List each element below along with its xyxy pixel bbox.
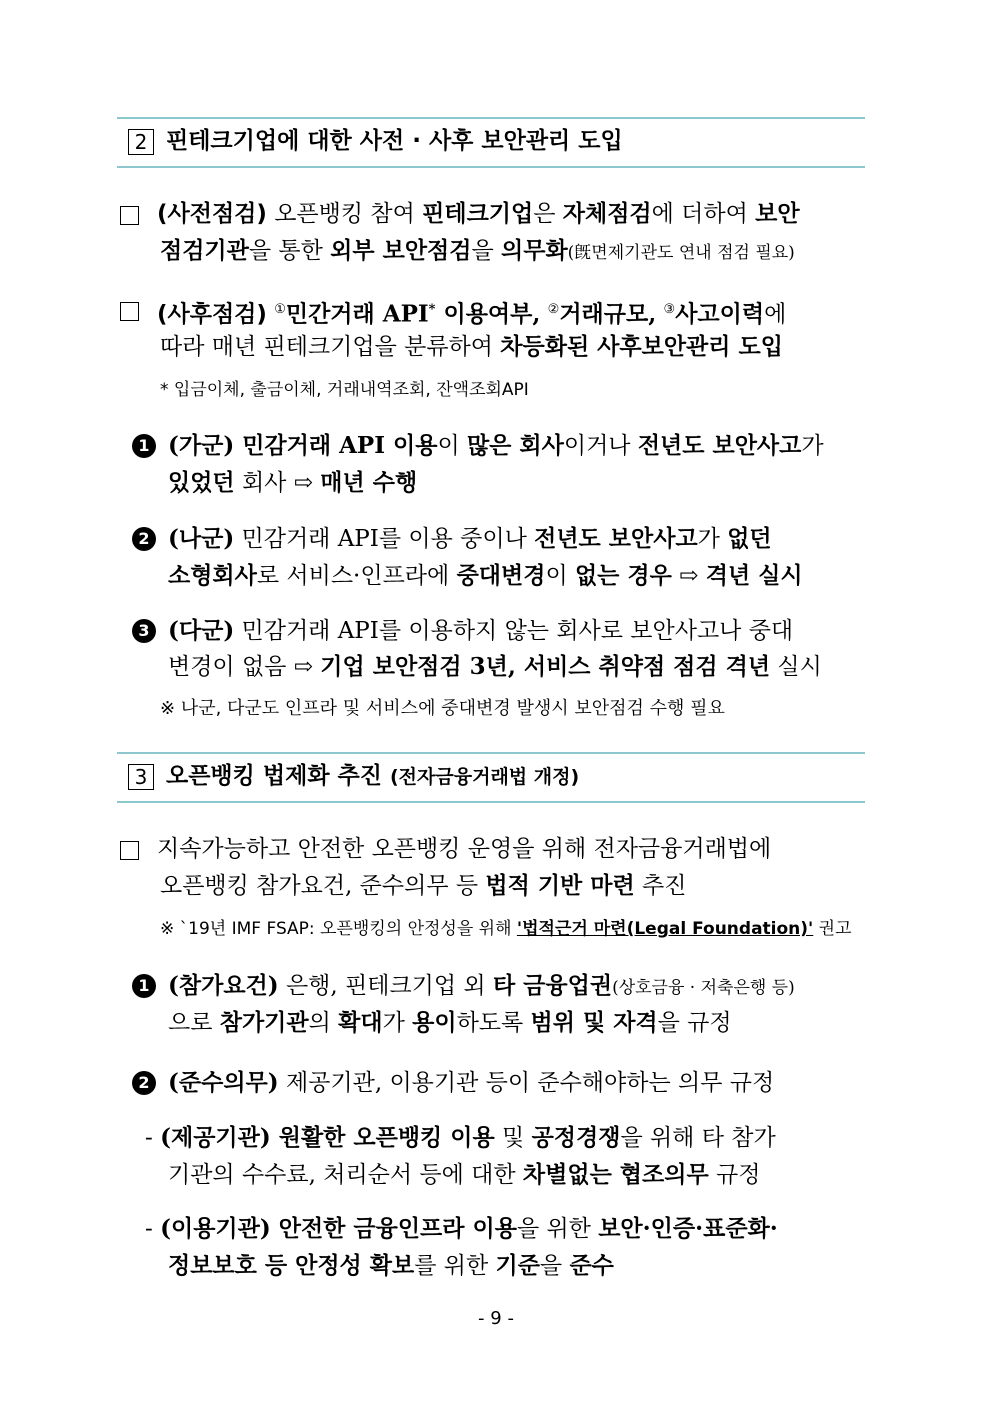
section-divider-bottom — [117, 801, 865, 803]
intro-line-1: 지속가능하고 안전한 오픈뱅킹 운영을 위해 전자금융거래법에 — [157, 836, 772, 862]
provider-line-2 — [168, 1160, 760, 1190]
text-segment: 민감거래 API를 이용 중이나 — [234, 526, 535, 552]
text-segment: 이 — [545, 563, 575, 589]
group-a-line-2 — [168, 468, 417, 498]
checkbox-bullet — [120, 206, 139, 225]
text-segment: 은행, 핀테크기업 외 — [278, 973, 493, 999]
text: 점검기관 — [160, 237, 249, 264]
text-segment: ⇨ — [671, 563, 706, 589]
text-segment: 제공기관, 이용기관 등이 준수해야하는 의무 규정 — [278, 1070, 775, 1096]
text-segment: 변경이 없음 ⇨ — [168, 654, 321, 680]
text-segment: 용이 — [412, 1009, 457, 1036]
requirement-line-1 — [168, 971, 795, 1003]
group-c-line-2 — [168, 652, 822, 682]
text-segment: 가 — [801, 433, 824, 459]
section-divider-bottom — [117, 166, 865, 168]
text-segment: 가 — [697, 526, 728, 552]
section-divider-top — [117, 117, 865, 119]
section-divider-top — [117, 752, 865, 754]
text-segment: 많은 회사 — [466, 432, 564, 459]
text-segment: (참가요건) — [168, 972, 279, 999]
circled-number-3: 3 — [132, 619, 156, 643]
text-segment: 공정경쟁 — [531, 1124, 621, 1151]
text: 외부 보안점검 — [330, 237, 472, 264]
text-segment: 준수 — [569, 1252, 614, 1279]
circled-number: ③ — [663, 302, 676, 317]
text-segment: 없는 경우 — [574, 562, 672, 589]
text-segment: 없던 — [727, 525, 772, 552]
text: 에 — [764, 301, 787, 328]
text-segment: 의 — [308, 1010, 339, 1036]
text: 을 — [471, 238, 502, 264]
pre-check-line-1 — [157, 199, 800, 229]
intro-line-2 — [160, 871, 686, 901]
post-check-line-1 — [157, 295, 786, 330]
text: 오픈뱅킹 참여 — [266, 201, 423, 227]
group-a-line-1 — [168, 431, 824, 461]
text-segment: - — [145, 1125, 161, 1151]
text: 이용여부, — [435, 300, 541, 328]
text-segment: 회사 ⇨ — [234, 470, 321, 496]
text-segment: 전년도 보안사고 — [637, 432, 802, 459]
text: 에 더하여 — [651, 201, 756, 227]
requirement-line-2 — [168, 1008, 732, 1038]
text-segment: - — [145, 1216, 161, 1242]
checkbox-bullet — [120, 841, 139, 860]
text-segment: 기관의 수수료, 처리순서 등에 대한 — [168, 1162, 523, 1188]
text-segment: (나군) — [168, 525, 235, 552]
text-segment: 하도록 — [456, 1010, 531, 1036]
post-check-label: (사후점검) — [157, 301, 267, 328]
text-segment: 규정 — [708, 1162, 761, 1188]
checkbox-bullet — [120, 302, 139, 321]
text-segment: 이 — [437, 433, 467, 459]
section-title: 핀테크기업에 대한 사전 · 사후 보안관리 도입 — [166, 128, 623, 154]
text: 의무화 — [501, 237, 568, 264]
text-segment: 중대변경 — [456, 562, 546, 589]
group-b-line-2 — [168, 561, 803, 591]
text-segment: (다군) — [168, 617, 235, 644]
text: 자체점검 — [562, 200, 652, 227]
section-number-box: 3 — [128, 764, 154, 790]
page-number: - 9 - — [478, 1308, 514, 1329]
text-segment: 있었던 — [168, 469, 235, 496]
text: 차등화된 사후보안관리 도입 — [500, 333, 783, 360]
text: 은 — [533, 201, 563, 227]
text: ※ `19년 IMF FSAP: 오픈뱅킹의 안정성을 위해 — [160, 919, 517, 939]
pre-check-label: (사전점검) — [157, 201, 267, 227]
text-segment: 보안·인증·표준화· — [598, 1215, 778, 1242]
text: 추진 — [634, 873, 687, 899]
text-segment: 기업 보안점검 3년, 서비스 취약점 점검 격년 — [320, 653, 771, 680]
circled-number: ② — [547, 302, 560, 317]
intro-note — [160, 917, 852, 941]
text-segment: 타 금융업권 — [492, 972, 613, 999]
circled-number: ① — [274, 302, 286, 317]
group-c-line-1 — [168, 616, 793, 646]
text-segment: 확대 — [338, 1009, 383, 1036]
text-segment: 기준 — [495, 1252, 540, 1279]
text-segment: 을 위해 타 참가 — [620, 1125, 776, 1151]
text-segment: 실시 — [770, 654, 822, 680]
circled-number-2: 2 — [132, 527, 156, 551]
group-b-line-1 — [168, 524, 772, 554]
text: 오픈뱅킹 참가요건, 준수의무 등 — [160, 873, 486, 899]
user-line-1 — [145, 1214, 778, 1244]
text-segment: 을 — [539, 1253, 570, 1279]
pre-check-line-2 — [160, 236, 795, 268]
text-segment: 소형회사 — [168, 562, 257, 589]
obligation-line — [168, 1068, 774, 1098]
text-segment: 범위 및 자격 — [530, 1009, 658, 1036]
text: 법적 기반 마련 — [485, 872, 635, 899]
text: 따라 매년 핀테크기업을 분류하여 — [160, 334, 501, 360]
footnote-mark: * — [428, 302, 436, 317]
provider-line-1 — [145, 1123, 776, 1153]
section2-footnote: ※ 나군, 다군도 인프라 및 서비스에 중대변경 발생시 보안점검 수행 필요 — [160, 698, 725, 719]
text: 거래규모, — [559, 300, 657, 328]
post-check-note: * 입금이체, 출금이체, 거래내역조회, 잔액조회API — [160, 380, 529, 400]
text: 사고이력 — [675, 300, 765, 328]
text-segment: 을 위한 — [516, 1216, 599, 1242]
text-segment: (가군) 민감거래 API 이용 — [168, 432, 438, 459]
text-segment: 격년 실시 — [705, 562, 803, 589]
user-line-2 — [168, 1251, 614, 1281]
section-title — [166, 761, 579, 792]
text: 을 통한 — [248, 238, 331, 264]
section-number-box: 2 — [128, 129, 154, 155]
text-segment: (상호금융 · 저축은행 등) — [612, 978, 795, 998]
text-segment: (준수의무) — [168, 1069, 279, 1096]
text-segment: (이용기관) 안전한 금융인프라 이용 — [160, 1215, 517, 1242]
text-segment: 민감거래 API를 이용하지 않는 회사로 보안사고나 중대 — [234, 618, 794, 644]
circled-number-1: 1 — [132, 974, 156, 998]
text-segment: 이거나 — [563, 433, 638, 459]
text: 오픈뱅킹 법제화 추진 — [166, 763, 382, 789]
text-segment: 로 서비스·인프라에 — [256, 563, 457, 589]
text-segment: 으로 — [168, 1010, 220, 1036]
text-segment: 매년 수행 — [320, 469, 418, 496]
text-segment: 차별없는 협조의무 — [522, 1161, 709, 1188]
text: (旣면제기관도 연내 점검 필요) — [567, 243, 795, 263]
text: 보안 — [755, 200, 800, 227]
text-segment: 가 — [382, 1010, 413, 1036]
text: '법적근거 마련(Legal Foundation)' — [516, 919, 814, 939]
circled-number-2: 2 — [132, 1071, 156, 1095]
text: 민간거래 API — [285, 300, 429, 328]
text-segment: 및 — [494, 1125, 532, 1151]
text: 핀테크기업 — [422, 200, 534, 227]
text-segment: 전년도 보안사고 — [534, 525, 698, 552]
text-segment: 참가기관 — [219, 1009, 309, 1036]
text-segment: (제공기관) 원활한 오픈뱅킹 이용 — [160, 1124, 495, 1151]
text-segment: 을 규정 — [657, 1010, 732, 1036]
text: 권고 — [813, 919, 852, 939]
text: (전자금융거래법 개정) — [390, 766, 580, 788]
post-check-line-2 — [160, 332, 783, 362]
text-segment: 를 위한 — [414, 1253, 496, 1279]
circled-number-1: 1 — [132, 434, 156, 458]
text-segment: 정보보호 등 안정성 확보 — [168, 1252, 415, 1279]
